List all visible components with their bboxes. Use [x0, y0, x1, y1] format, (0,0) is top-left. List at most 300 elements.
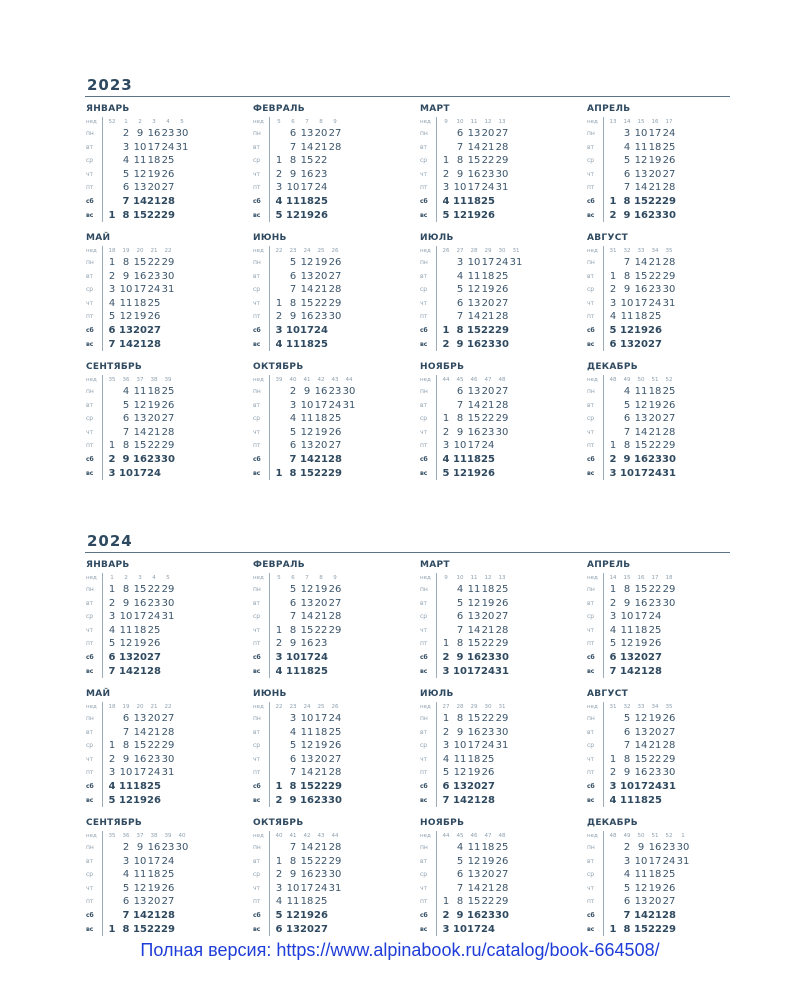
day-cell: 2 [609, 767, 617, 779]
week-number: 29 [470, 704, 478, 710]
row-label: пн [252, 841, 270, 855]
weekend-row [252, 794, 419, 808]
row-label: пт [419, 895, 437, 909]
week-number: 36 [122, 377, 130, 383]
month-day-grid [252, 831, 419, 936]
day-cell: 22 [648, 923, 662, 935]
day-cell: 13 [119, 324, 133, 336]
weekend-row [252, 665, 419, 679]
day-cell: 29 [495, 155, 509, 167]
day-cell: 29 [495, 413, 509, 425]
day-cell: 7 [122, 726, 130, 738]
week-number-row [419, 246, 586, 256]
row-label: пн [586, 841, 604, 855]
weekday-row [586, 256, 753, 270]
day-cell: 16 [648, 842, 662, 853]
row-label: вс [586, 665, 604, 679]
week-number: 6 [291, 119, 295, 125]
day-cell: 19 [467, 467, 481, 479]
weekday-row [586, 610, 753, 624]
row-label: чт [419, 753, 437, 767]
day-cell: 24 [147, 767, 161, 779]
week-number-row [252, 702, 419, 712]
day-cell: 2 [275, 311, 283, 323]
day-cell: 18 [300, 195, 314, 207]
day-cell: 13 [620, 338, 634, 350]
day-cell: 21 [314, 767, 328, 779]
week-number: 43 [317, 833, 325, 839]
day-cell: 14 [300, 842, 314, 853]
day-cell: 4 [108, 297, 116, 309]
day-cell: 2 [275, 869, 283, 881]
row-label: пт [419, 637, 437, 651]
weekday-row [586, 637, 753, 651]
day-cell: 7 [122, 195, 130, 207]
week-number: 3 [138, 575, 142, 581]
row-label: нед [586, 246, 604, 256]
day-cell: 23 [648, 209, 662, 221]
day-cell: 9 [623, 597, 631, 609]
day-cell: 15 [300, 155, 314, 167]
day-cell: 7 [623, 909, 631, 921]
day-cell: 31 [495, 740, 509, 752]
day-cell: 27 [662, 726, 676, 738]
day-cell: 11 [620, 794, 634, 806]
day-cell: 1 [108, 923, 116, 935]
row-label: пн [419, 583, 437, 597]
day-cell: 6 [289, 753, 297, 765]
day-cell: 15 [133, 740, 147, 752]
row-label: сб [586, 909, 604, 923]
weekday-row [85, 181, 252, 195]
day-cell: 20 [481, 128, 495, 139]
day-cell: 29 [495, 896, 509, 908]
week-number: 36 [122, 833, 130, 839]
day-cell: 22 [147, 440, 161, 452]
row-label: нед [586, 375, 604, 385]
day-cell: 21 [133, 338, 147, 350]
week-number: 33 [637, 248, 645, 254]
day-cell: 9 [122, 453, 130, 465]
day-cell: 26 [161, 168, 175, 180]
day-cell: 1 [275, 855, 283, 867]
day-cell: 4 [122, 386, 130, 397]
day-cell: 27 [328, 128, 342, 139]
day-cell: 3 [275, 882, 283, 894]
day-cell: 10 [620, 467, 634, 479]
day-cell: 2 [609, 209, 617, 221]
month-calendar [419, 103, 586, 232]
day-cell: 7 [456, 624, 464, 636]
day-cell: 28 [495, 141, 509, 153]
day-cell: 22 [147, 923, 161, 935]
day-cell: 15 [300, 297, 314, 309]
day-cell: 28 [161, 426, 175, 438]
day-cell: 20 [314, 753, 328, 765]
day-cell: 10 [286, 651, 300, 663]
day-cell: 10 [286, 324, 300, 336]
day-cell: 17 [634, 611, 648, 623]
day-cell: 15 [300, 624, 314, 636]
day-cell: 2 [442, 168, 450, 180]
day-cell: 15 [467, 638, 481, 650]
week-number: 6 [291, 575, 295, 581]
row-label: сб [419, 324, 437, 338]
row-label: вс [85, 794, 103, 808]
day-cell: 12 [300, 584, 314, 595]
week-number: 46 [470, 833, 478, 839]
day-cell: 30 [161, 753, 175, 765]
weekday-row [586, 270, 753, 284]
day-cell: 28 [495, 882, 509, 894]
day-cell: 31 [342, 399, 356, 411]
day-cell: 7 [456, 882, 464, 894]
day-cell: 15 [467, 324, 481, 336]
day-cell: 10 [300, 713, 314, 724]
weekend-row [586, 195, 753, 209]
day-cell: 29 [328, 467, 342, 479]
day-cell: 19 [648, 882, 662, 894]
weekday-row [85, 753, 252, 767]
week-number-row [586, 246, 753, 256]
day-cell: 20 [481, 869, 495, 881]
week-number: 47 [484, 377, 492, 383]
day-cell: 17 [300, 882, 314, 894]
day-cell: 6 [108, 651, 116, 663]
day-cell: 16 [467, 726, 481, 738]
day-cell: 23 [481, 909, 495, 921]
row-label: ср [252, 283, 270, 297]
row-label: чт [419, 297, 437, 311]
month-name: ОКТЯБРЬ [253, 818, 304, 828]
day-cell: 21 [147, 195, 161, 207]
day-cell: 19 [147, 882, 161, 894]
day-cell: 27 [328, 440, 342, 452]
week-number: 48 [498, 377, 506, 383]
day-cell: 23 [147, 597, 161, 609]
row-label: вс [586, 794, 604, 808]
month-name: АПРЕЛЬ [587, 560, 631, 570]
day-cell: 19 [133, 311, 147, 323]
day-cell: 15 [467, 413, 481, 425]
day-cell: 3 [289, 399, 297, 411]
full-version-link[interactable]: Полная версия: https://www.alpinabook.ru/catalog/book-664508/ [140, 940, 660, 960]
day-cell: 17 [300, 324, 314, 336]
day-cell: 1 [275, 155, 283, 167]
day-cell: 28 [328, 453, 342, 465]
week-number: 22 [164, 704, 172, 710]
day-cell: 5 [442, 209, 450, 221]
day-cell: 18 [147, 155, 161, 167]
week-number: 35 [665, 704, 673, 710]
day-cell: 27 [481, 780, 495, 792]
row-label: сб [586, 780, 604, 794]
day-cell: 25 [314, 896, 328, 908]
day-cell: 1 [108, 440, 116, 452]
day-cell: 30 [495, 726, 509, 738]
day-cell: 28 [328, 611, 342, 623]
day-cell: 12 [634, 399, 648, 411]
month-calendar [419, 817, 586, 946]
day-cell: 9 [136, 842, 144, 853]
row-label: ср [85, 283, 103, 297]
week-number: 44 [442, 377, 450, 383]
month-calendar [252, 688, 419, 817]
week-number: 10 [456, 575, 464, 581]
day-cell: 9 [289, 638, 297, 650]
day-cell: 17 [133, 611, 147, 623]
month-calendar [419, 232, 586, 361]
day-cell: 12 [133, 168, 147, 180]
weekday-row [85, 297, 252, 311]
week-number: 14 [609, 575, 617, 581]
row-label: нед [85, 375, 103, 385]
day-cell: 18 [300, 338, 314, 350]
day-cell: 23 [481, 426, 495, 438]
week-number-row [85, 702, 252, 712]
day-cell: 3 [456, 257, 464, 268]
month-calendar [586, 688, 753, 817]
weekend-row [85, 780, 252, 794]
day-cell: 13 [133, 713, 147, 724]
day-cell: 12 [467, 597, 481, 609]
weekday-row [252, 583, 419, 597]
day-cell: 9 [122, 753, 130, 765]
week-number: 30 [498, 248, 506, 254]
day-cell: 17 [300, 651, 314, 663]
row-label: сб [252, 651, 270, 665]
day-cell: 9 [122, 270, 130, 282]
day-cell: 24 [495, 257, 509, 268]
day-cell: 13 [133, 182, 147, 194]
week-number: 20 [136, 248, 144, 254]
day-cell: 18 [300, 896, 314, 908]
day-cell: 6 [623, 168, 631, 180]
row-label: сб [252, 453, 270, 467]
day-cell: 21 [147, 426, 161, 438]
day-cell: 26 [161, 882, 175, 894]
day-cell: 30 [495, 168, 509, 180]
day-cell: 21 [648, 257, 662, 268]
weekend-row [252, 467, 419, 481]
day-cell: 4 [623, 386, 631, 397]
day-cell: 11 [286, 195, 300, 207]
weekday-row [252, 385, 419, 399]
month-day-grid [85, 246, 252, 351]
day-cell: 30 [495, 338, 509, 350]
day-cell: 18 [300, 665, 314, 677]
month-calendar [252, 361, 419, 490]
week-number: 1 [681, 833, 685, 839]
day-cell: 28 [495, 311, 509, 323]
weekday-row [419, 283, 586, 297]
month-name: ДЕКАБРЬ [587, 818, 638, 828]
day-cell: 5 [275, 909, 283, 921]
week-number: 27 [442, 704, 450, 710]
row-label: пт [586, 439, 604, 453]
month-day-grid [419, 246, 586, 351]
row-label: вс [252, 338, 270, 352]
day-cell: 24 [147, 467, 161, 479]
month-day-grid [85, 117, 252, 222]
day-cell: 1 [609, 753, 617, 765]
day-cell: 25 [147, 780, 161, 792]
row-label: пт [419, 310, 437, 324]
weekday-row [252, 439, 419, 453]
row-label: пн [85, 841, 103, 855]
day-cell: 26 [147, 794, 161, 806]
day-cell: 6 [623, 413, 631, 425]
weekday-row [252, 270, 419, 284]
row-label: чт [85, 753, 103, 767]
day-cell: 10 [467, 257, 481, 268]
row-label: пт [252, 310, 270, 324]
row-label: ср [419, 283, 437, 297]
weekday-row [419, 168, 586, 182]
day-cell: 13 [300, 270, 314, 282]
month-day-grid [85, 831, 252, 936]
day-cell: 5 [122, 168, 130, 180]
weekday-row [85, 726, 252, 740]
day-cell: 12 [133, 882, 147, 894]
day-cell: 12 [300, 257, 314, 268]
day-cell: 8 [122, 740, 130, 752]
day-cell: 16 [634, 453, 648, 465]
day-cell: 4 [275, 195, 283, 207]
month-calendar [85, 232, 252, 361]
day-cell: 21 [314, 141, 328, 153]
month-day-grid [252, 246, 419, 351]
row-label: ср [252, 412, 270, 426]
week-number-row [252, 573, 419, 583]
day-cell: 10 [453, 440, 467, 452]
row-label: вс [85, 209, 103, 223]
weekend-row [586, 665, 753, 679]
weekday-row [252, 855, 419, 869]
day-cell: 14 [634, 182, 648, 194]
month-day-grid [419, 573, 586, 678]
weekday-row [586, 855, 753, 869]
day-cell: 18 [481, 584, 495, 595]
day-cell: 30 [495, 426, 509, 438]
row-label: чт [252, 624, 270, 638]
row-label: вс [85, 467, 103, 481]
day-cell: 2 [442, 426, 450, 438]
day-cell: 20 [481, 611, 495, 623]
day-cell: 20 [634, 651, 648, 663]
day-cell: 17 [634, 780, 648, 792]
week-number: 9 [444, 575, 448, 581]
day-cell: 17 [481, 257, 495, 268]
row-label: ср [419, 154, 437, 168]
day-cell: 7 [108, 338, 116, 350]
day-cell: 8 [122, 584, 130, 595]
day-cell: 17 [133, 767, 147, 779]
weekday-row [419, 895, 586, 909]
day-cell: 9 [289, 794, 297, 806]
day-cell: 9 [122, 597, 130, 609]
weekday-row [419, 426, 586, 440]
day-cell: 28 [495, 399, 509, 411]
week-number: 12 [484, 575, 492, 581]
day-cell: 2 [275, 794, 283, 806]
day-cell: 26 [481, 467, 495, 479]
row-label: вт [85, 726, 103, 740]
month-day-grid [419, 117, 586, 222]
day-cell: 26 [648, 638, 662, 650]
day-cell: 22 [314, 780, 328, 792]
day-cell: 16 [314, 386, 328, 397]
day-cell: 19 [147, 399, 161, 411]
day-cell: 15 [133, 209, 147, 221]
day-cell: 12 [286, 209, 300, 221]
week-number: 3 [152, 119, 156, 125]
week-number: 22 [164, 248, 172, 254]
day-cell: 9 [623, 453, 631, 465]
weekday-row [252, 399, 419, 413]
weekday-row [586, 426, 753, 440]
weekday-row [419, 399, 586, 413]
day-cell: 22 [481, 896, 495, 908]
day-cell: 29 [161, 584, 175, 595]
week-number: 17 [651, 575, 659, 581]
day-cell: 14 [300, 284, 314, 296]
weekend-row [586, 651, 753, 665]
day-cell: 6 [456, 386, 464, 397]
day-cell: 9 [136, 128, 144, 139]
day-cell: 1 [275, 467, 283, 479]
week-number: 31 [609, 704, 617, 710]
weekend-row [419, 923, 586, 937]
week-number: 41 [303, 377, 311, 383]
day-cell: 16 [300, 794, 314, 806]
day-cell: 2 [108, 753, 116, 765]
day-cell: 2 [122, 128, 130, 139]
day-cell: 28 [161, 909, 175, 921]
row-label: пн [85, 127, 103, 141]
week-number: 38 [150, 377, 158, 383]
week-number: 18 [108, 704, 116, 710]
week-number: 42 [303, 833, 311, 839]
day-cell: 6 [442, 780, 450, 792]
day-cell: 16 [300, 168, 314, 180]
row-label: чт [252, 297, 270, 311]
weekend-row [419, 324, 586, 338]
day-cell: 6 [289, 440, 297, 452]
week-number: 26 [331, 704, 339, 710]
row-label: пн [252, 385, 270, 399]
day-cell: 21 [481, 882, 495, 894]
day-cell: 10 [453, 182, 467, 194]
day-cell: 20 [648, 896, 662, 908]
row-label: вт [252, 399, 270, 413]
day-cell: 18 [648, 869, 662, 881]
day-cell: 22 [147, 584, 161, 595]
week-number-row [85, 117, 252, 127]
month-calendar [85, 817, 252, 946]
row-label: пн [586, 127, 604, 141]
weekday-row [85, 439, 252, 453]
month-name: МАЙ [86, 689, 111, 699]
day-cell: 25 [147, 297, 161, 309]
weekday-row [85, 855, 252, 869]
day-cell: 13 [133, 413, 147, 425]
day-cell: 29 [495, 324, 509, 336]
day-cell: 30 [662, 597, 676, 609]
week-number: 38 [150, 833, 158, 839]
week-number: 44 [345, 377, 353, 383]
week-number: 40 [178, 833, 186, 839]
